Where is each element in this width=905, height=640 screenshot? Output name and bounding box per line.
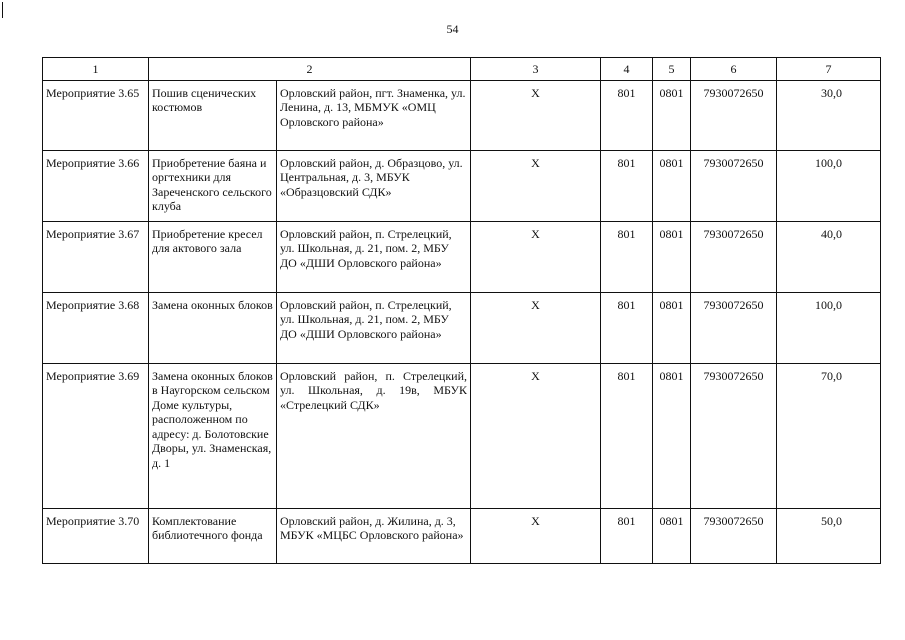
location-cell: Орловский район, п. Стрелецкий, ул. Школьная, д. 21, пом. 2, МБУ ДО «ДШИ Орловского района» (277, 292, 471, 363)
name-cell: Пошив сценических костюмов (149, 80, 277, 150)
event-cell: Мероприятие 3.65 (43, 80, 149, 150)
col7-cell: 30,0 (777, 80, 881, 150)
col6-cell: 7930072650 (691, 508, 777, 563)
header-cell-2: 2 (149, 58, 471, 81)
location-cell: Орловский район, д. Образцово, ул. Центральная, д. 3, МБУК «Образцовский СДК» (277, 150, 471, 221)
table-row (43, 363, 881, 508)
col4-cell: 801 (601, 508, 653, 563)
header-cell-3: 3 (471, 58, 601, 81)
col6-cell: 7930072650 (691, 292, 777, 363)
table-row (43, 292, 881, 363)
budget-table (42, 57, 881, 564)
col6-cell: 7930072650 (691, 150, 777, 221)
event-cell: Мероприятие 3.70 (43, 508, 149, 563)
col5-cell: 0801 (653, 221, 691, 292)
col6-cell: 7930072650 (691, 80, 777, 150)
table-row (43, 150, 881, 221)
col5-cell: 0801 (653, 508, 691, 563)
col4-cell: 801 (601, 221, 653, 292)
table-header-row (43, 58, 881, 81)
header-cell-5: 5 (653, 58, 691, 81)
location-cell: Орловский район, пгт. Знаменка, ул. Ленина, д. 13, МБМУК «ОМЦ Орловского района» (277, 80, 471, 150)
col6-cell: 7930072650 (691, 221, 777, 292)
name-cell: Приобретение кресел для актового зала (149, 221, 277, 292)
col3-cell: Х (471, 150, 601, 221)
name-cell: Замена оконных блоков (149, 292, 277, 363)
table-row (43, 221, 881, 292)
col3-cell: Х (471, 221, 601, 292)
table-row (43, 508, 881, 563)
col3-cell: Х (471, 363, 601, 508)
table-row (43, 80, 881, 150)
page-edge-mark (2, 2, 3, 18)
location-cell: Орловский район, п. Стрелецкий, ул. Школьная, д. 19в, МБУК «Стрелецкий СДК» (277, 363, 471, 508)
col7-cell: 70,0 (777, 363, 881, 508)
event-cell: Мероприятие 3.66 (43, 150, 149, 221)
col3-cell: Х (471, 80, 601, 150)
location-cell: Орловский район, д. Жилина, д. 3, МБУК «МЦБС Орловского района» (277, 508, 471, 563)
col4-cell: 801 (601, 80, 653, 150)
col4-cell: 801 (601, 292, 653, 363)
col5-cell: 0801 (653, 80, 691, 150)
col5-cell: 0801 (653, 363, 691, 508)
page-number: 54 (446, 22, 459, 36)
col7-cell: 40,0 (777, 221, 881, 292)
col7-cell: 100,0 (777, 292, 881, 363)
location-cell: Орловский район, п. Стрелецкий, ул. Школьная, д. 21, пом. 2, МБУ ДО «ДШИ Орловского района» (277, 221, 471, 292)
col6-cell: 7930072650 (691, 363, 777, 508)
col7-cell: 100,0 (777, 150, 881, 221)
col5-cell: 0801 (653, 150, 691, 221)
header-cell-4: 4 (601, 58, 653, 81)
name-cell: Замена оконных блоков в Наугорском сельском Доме культуры, расположенном по адресу: д. Болотовские Дворы, ул. Знаменская, д. 1 (149, 363, 277, 508)
event-cell: Мероприятие 3.68 (43, 292, 149, 363)
col4-cell: 801 (601, 150, 653, 221)
col3-cell: Х (471, 292, 601, 363)
header-cell-7: 7 (777, 58, 881, 81)
header-cell-1: 1 (43, 58, 149, 81)
name-cell: Комплектование библиотечного фонда (149, 508, 277, 563)
event-cell: Мероприятие 3.69 (43, 363, 149, 508)
event-cell: Мероприятие 3.67 (43, 221, 149, 292)
col3-cell: Х (471, 508, 601, 563)
col4-cell: 801 (601, 363, 653, 508)
name-cell: Приобретение баяна и оргтехники для Зареченского сельского клуба (149, 150, 277, 221)
col5-cell: 0801 (653, 292, 691, 363)
header-cell-6: 6 (691, 58, 777, 81)
col7-cell: 50,0 (777, 508, 881, 563)
